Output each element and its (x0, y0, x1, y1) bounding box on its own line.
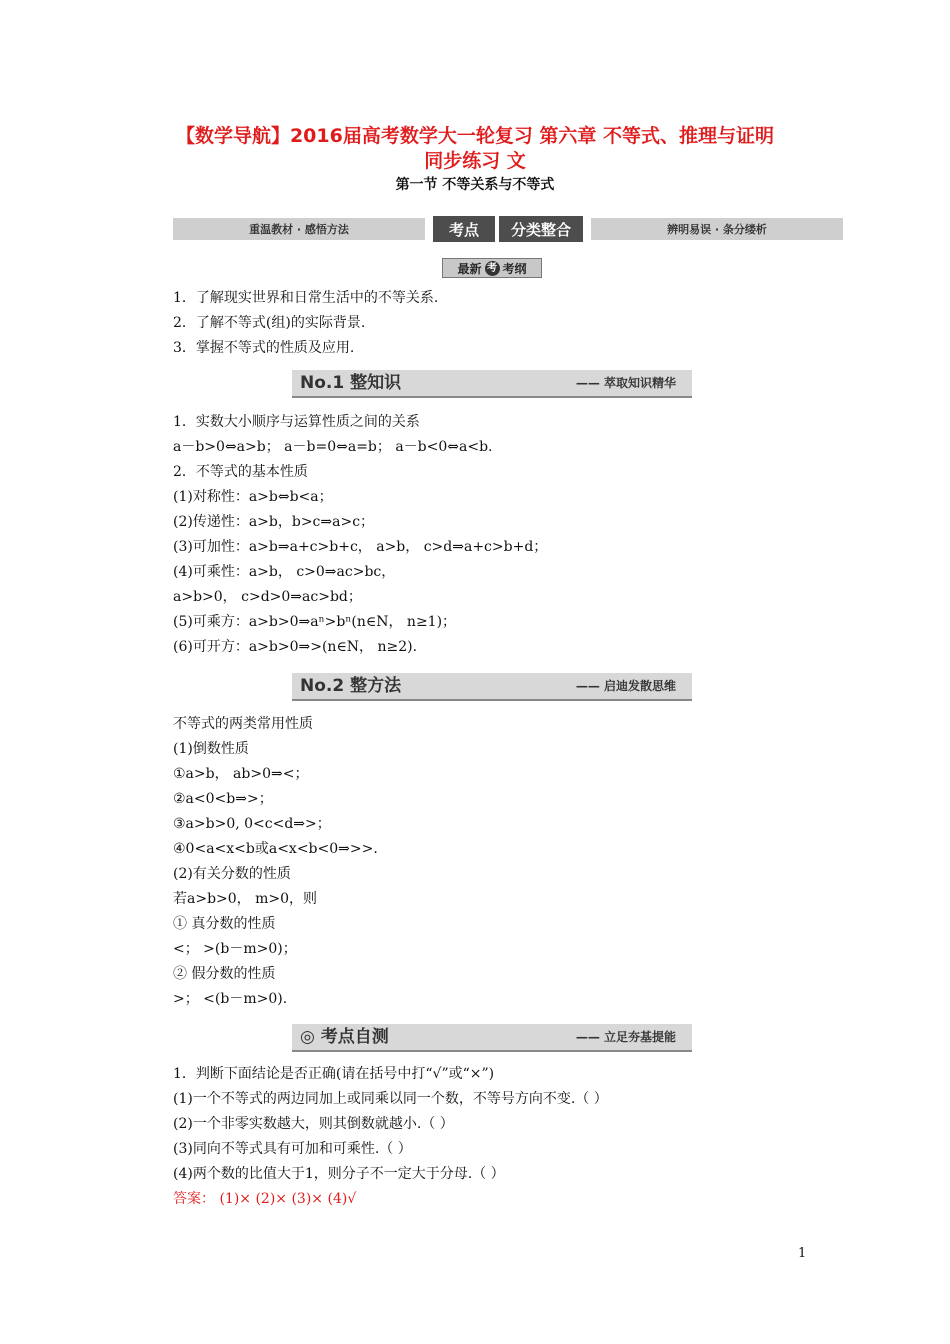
section-header-knowledge (292, 370, 692, 398)
self-test-content (173, 1062, 853, 1212)
content-line: (2)有关分数的性质 (173, 866, 291, 882)
list-item: 3．掌握不等式的性质及应用. (173, 340, 355, 356)
title-line-2: 同步练习 文 (424, 150, 526, 172)
section-header-self-test (292, 1024, 692, 1052)
content-line: (5)可乘方：a>b>0⇒aⁿ>bⁿ(n∈N， n≥1)； (173, 614, 457, 630)
banner-left: 重温教材 · 感悟方法 (173, 218, 425, 240)
content-line: (1)一个不等式的两边同加上或同乘以同一个数，不等号方向不变.（ ） (173, 1091, 608, 1107)
content-line: a>b>0， c>d>0⇒ac>bd； (173, 589, 362, 605)
banner-center-b: 分类整合 (499, 216, 583, 242)
page-number: 1 (798, 1246, 807, 1261)
list-item: 1．了解现实世界和日常生活中的不等关系. (173, 290, 439, 306)
content-line: 2．不等式的基本性质 (173, 464, 308, 480)
content-line: 1．实数大小顺序与运算性质之间的关系 (173, 414, 420, 430)
content-line: (2)传递性：a>b，b>c⇒a>c； (173, 514, 375, 530)
content-line: ① 真分数的性质 (173, 916, 276, 932)
banner-right: 辨明易误 · 条分缕析 (591, 218, 843, 240)
content-line: (6)可开方：a>b>0⇒>(n∈N， n≥2). (173, 639, 418, 655)
content-line: ③a>b>0, 0<c<d⇒>； (173, 816, 331, 832)
content-line: 若a>b>0， m>0，则 (173, 891, 318, 907)
content-line: ①a>b， ab>0⇒<； (173, 766, 309, 782)
content-line: (4)两个数的比值大于1，则分子不一定大于分母.（ ） (173, 1166, 505, 1182)
content-line: (4)可乘性：a>b， c>0⇒ac>bc， (173, 564, 396, 580)
banner-center-a: 考点 (433, 216, 495, 242)
list-item: 2．了解不等式(组)的实际背景. (173, 315, 366, 331)
content-line: >； <(b－m>0). (173, 991, 288, 1007)
content-line: ② 假分数的性质 (173, 966, 276, 982)
content-line: 1．判断下面结论是否正确(请在括号中打“√”或“×”) (173, 1066, 495, 1082)
outline-list (173, 286, 853, 361)
content-line: ④0<a<x<b或a<x<b<0⇒>>. (173, 841, 378, 857)
section-tagline: —— 立足夯基提能 (575, 1030, 676, 1044)
section-tagline: —— 萃取知识精华 (575, 376, 676, 390)
badge-circle-icon: 考 (485, 261, 500, 276)
title-line-1: 【数学导航】2016届高考数学大一轮复习 第六章 不等式、推理与证明 (175, 125, 775, 147)
answer-line: 答案： (1)× (2)× (3)× (4)√ (173, 1191, 357, 1207)
content-line: (2)一个非零实数越大，则其倒数就越小.（ ） (173, 1116, 454, 1132)
content-line: (1)对称性：a>b⇔b<a； (173, 489, 333, 505)
content-line: 不等式的两类常用性质 (173, 716, 313, 732)
section-label: No.2 整方法 (300, 676, 402, 696)
badge-post: 考纲 (502, 261, 527, 276)
content-line: a－b>0⇔a>b； a－b=0⇔a=b； a－b<0⇔a<b. (173, 439, 493, 455)
section-label: ◎ 考点自测 (300, 1027, 389, 1047)
badge-pre: 最新 (457, 261, 482, 276)
knowledge-content (173, 410, 853, 660)
syllabus-badge (442, 258, 542, 278)
content-line: ②a<0<b⇒>； (173, 791, 273, 807)
document-title (100, 124, 850, 174)
section-label: No.1 整知识 (300, 373, 402, 393)
topic-banner (173, 218, 843, 240)
section-header-methods (292, 673, 692, 701)
content-line: (1)倒数性质 (173, 741, 249, 757)
section-subtitle: 第一节 不等关系与不等式 (395, 177, 555, 193)
content-line: (3)可加性：a>b⇒a+c>b+c， a>b， c>d⇒a+c>b+d； (173, 539, 548, 555)
section-tagline: —— 启迪发散思维 (575, 679, 676, 693)
banner-center (433, 216, 583, 242)
content-line: (3)同向不等式具有可加和可乘性.（ ） (173, 1141, 412, 1157)
methods-content (173, 712, 853, 1012)
content-line: <； >(b－m>0)； (173, 941, 297, 957)
